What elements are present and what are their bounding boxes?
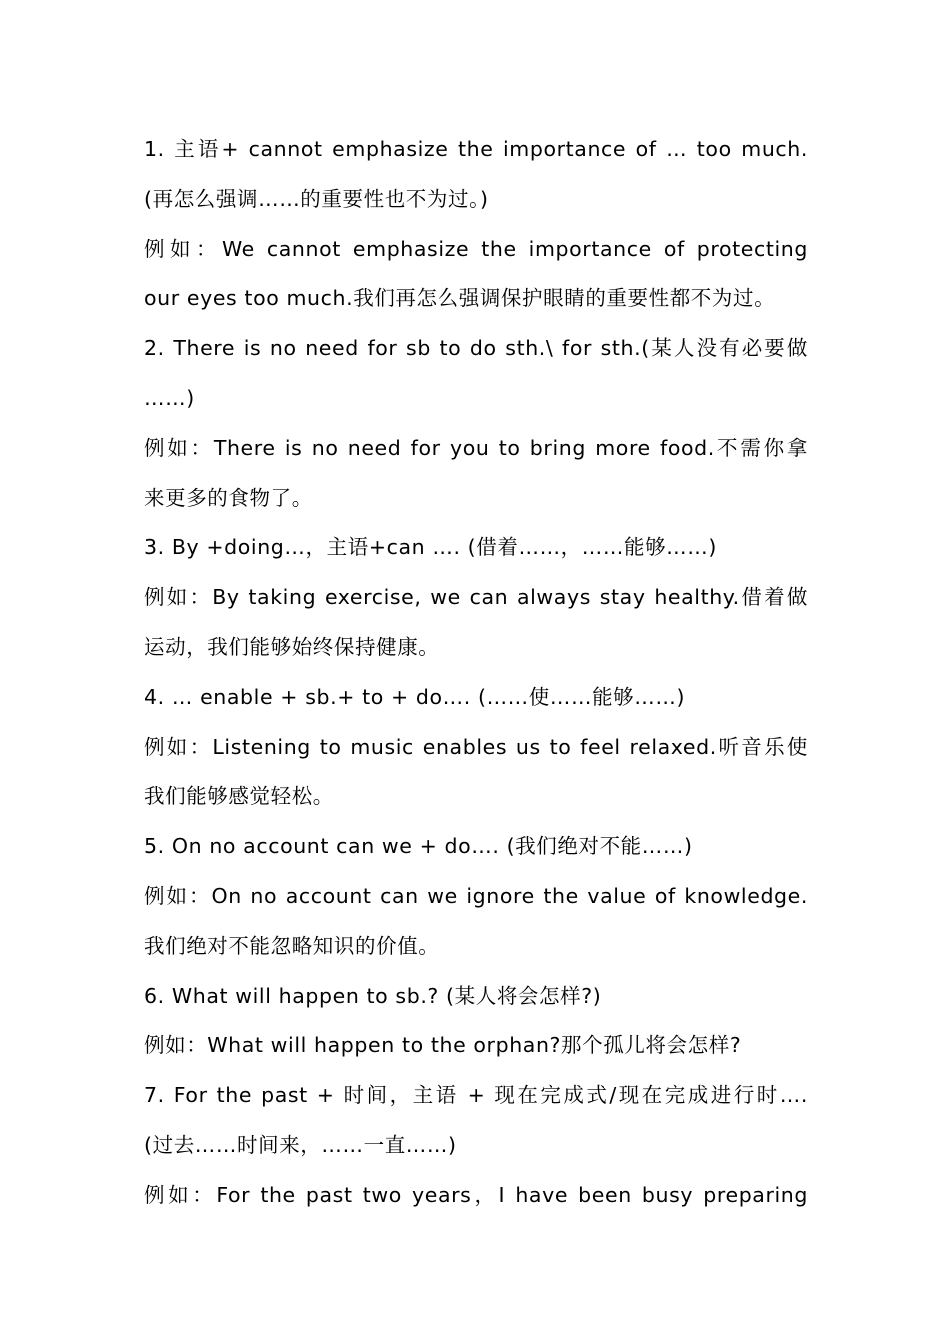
pattern-3-title: 3. By +doing…，主语+can …. (借着……，……能够……) xyxy=(144,535,717,560)
pattern-5-title: 5. On no account can we + do…. (我们绝对不能……) xyxy=(144,834,693,859)
pattern-7-title: 7. For the past + 时间，主语 + 现在完成式/现在完成进行时…. xyxy=(144,1083,808,1108)
pattern-3-example-cont: 运动，我们能够始终保持健康。 xyxy=(144,634,440,659)
pattern-1-example: 例如：We cannot emphasize the importance of protecting xyxy=(144,236,808,261)
pattern-2-title: 2. There is no need for sb to do sth.\ for sth.(某人没有必要做 xyxy=(144,336,808,361)
pattern-7-meaning: (过去……时间来，……一直……) xyxy=(144,1132,457,1157)
pattern-2-title-cont: ……) xyxy=(144,385,195,410)
pattern-1-meaning: (再怎么强调……的重要性也不为过。) xyxy=(144,186,489,211)
pattern-5-example: 例如：On no account can we ignore the value of knowledge. xyxy=(144,883,808,908)
pattern-1-title: 1. 主语+ cannot emphasize the importance of … too much. xyxy=(144,137,808,161)
pattern-5-example-cont: 我们绝对不能忽略知识的价值。 xyxy=(144,933,440,958)
pattern-2-example: 例如：There is no need for you to bring more food.不需你拿 xyxy=(144,435,808,460)
document-body xyxy=(144,125,808,1221)
pattern-3-example: 例如：By taking exercise, we can always stay healthy.借着做 xyxy=(144,585,808,610)
pattern-2-example-cont: 来更多的食物了。 xyxy=(144,485,313,510)
pattern-1-example-cont: our eyes too much.我们再怎么强调保护眼睛的重要性都不为过。 xyxy=(144,286,776,311)
pattern-4-example-cont: 我们能够感觉轻松。 xyxy=(144,784,334,809)
pattern-4-example: 例如：Listening to music enables us to feel relaxed.听音乐使 xyxy=(144,734,808,759)
pattern-7-example: 例如：For the past two years，I have been busy preparing xyxy=(144,1182,808,1207)
pattern-6-example: 例如：What will happen to the orphan?那个孤儿将会怎样? xyxy=(144,1033,742,1058)
pattern-6-title: 6. What will happen to sb.? (某人将会怎样?) xyxy=(144,983,602,1008)
pattern-4-title: 4. … enable + sb.+ to + do…. (……使……能够……) xyxy=(144,684,686,709)
